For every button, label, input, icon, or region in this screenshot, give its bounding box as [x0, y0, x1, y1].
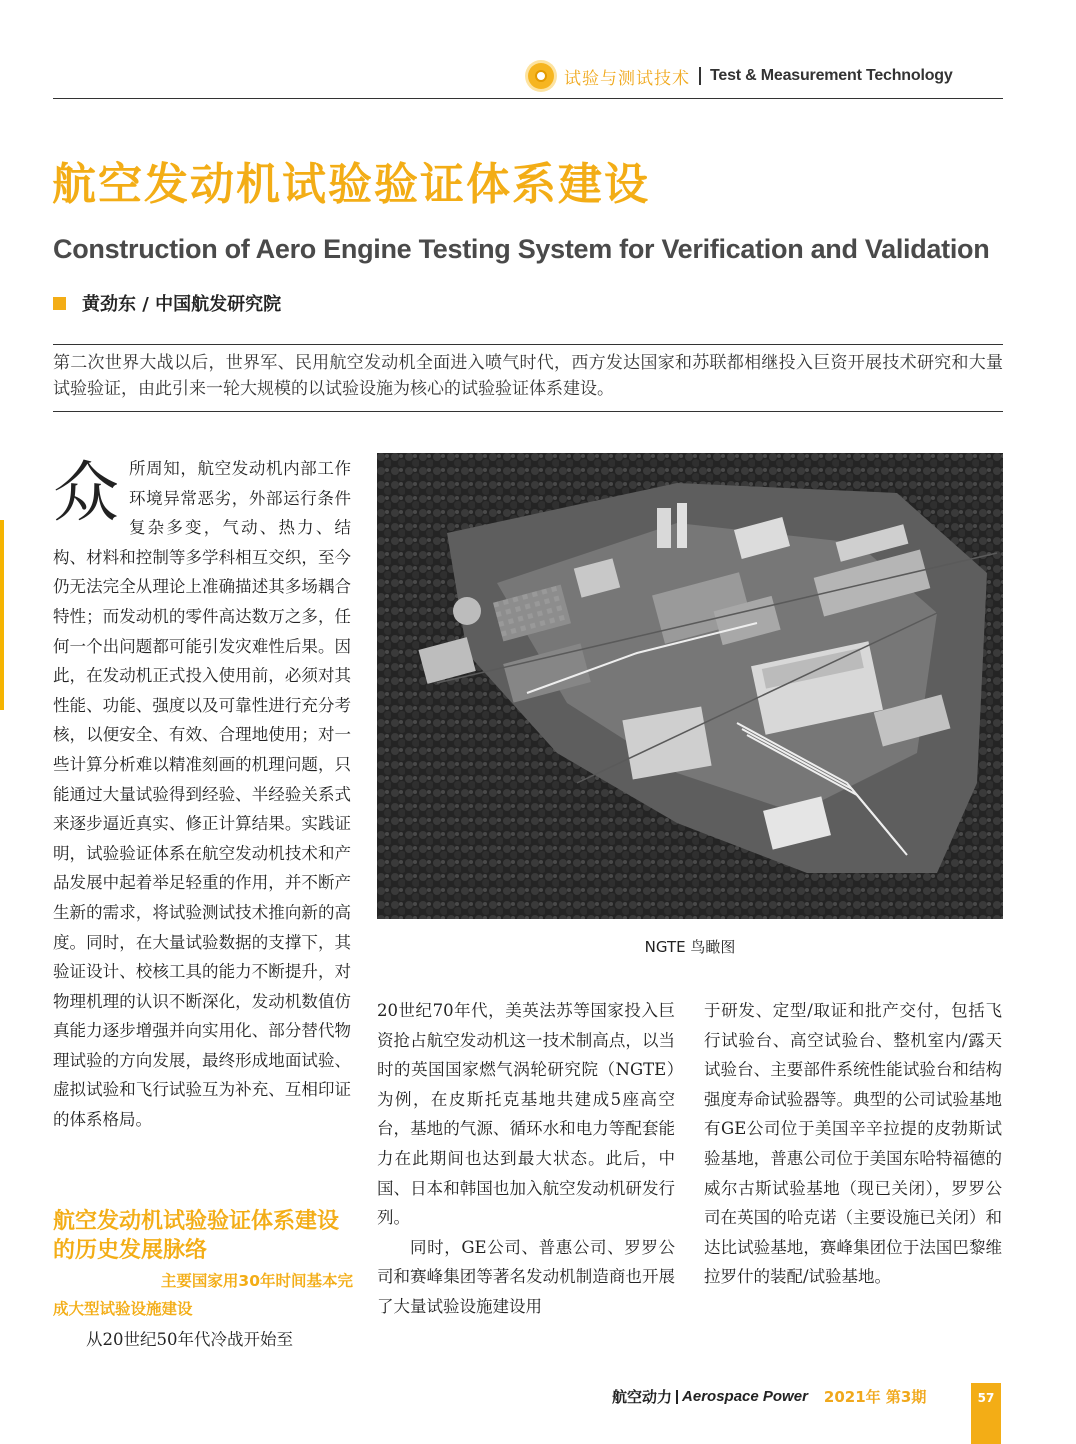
- paragraph-test-bases: 于研发、定型/取证和批产交付，包括飞行试验台、高空试验台、整机室内/露天试验台、主要部件系统性能试验台和结构强度寿命试验器等。典型的公司试验基地有GE公司位于美国辛辛拉提的皮勃斯试验基地，普惠公司位于美国东哈特福德的威尔古斯试验基地（现已关闭），罗罗公司在英国的哈克诺（主要设施已关闭）和达比试验基地，赛峰集团位于法国巴黎维拉罗什的装配/试验基地。: [704, 1001, 1002, 1287]
- subsection-heading-line-1: 主要国家用30年时间基本完: [160, 1272, 353, 1290]
- section-title-cn: 试验与测试技术: [564, 68, 690, 89]
- article-title-cn: 航空发动机试验验证体系建设: [52, 159, 650, 210]
- paragraph-intro: 所周知，航空发动机内部工作环境异常恶劣，外部运行条件复杂多变，气动、热力、结构、材料和控制等多学科相互交织，至今仍无法完全从理论上准确描述其多场耦合特性；而发动机的零件高达数万之多，任何一个出问题都可能引发灾难性后果。因此，在发动机正式投入使用前，必须对其性能、功能、强度以及可靠性进行充分考核，以便安全、有效、合理地使用；对一些计算分析难以精准刻画的机理问题，只能通过大量试验得到经验、半经验关系式来逐步逼近真实、修正计算结果。实践证明，试验验证体系在航空发动机技术和产品发展中起着举足轻重的作用，并不断产生新的需求，将试验测试技术推向新的高度。同时，在大量试验数据的支撑下，其验证设计、校核工具的能力不断提升，对物理机理的认识不断深化，发动机数值仿真能力逐步增强并向实用化、部分替代物理试验的方向发展，最终形成地面试验、虚拟试验和飞行试验互为补充、互相印证的体系格局。: [53, 459, 351, 1130]
- column-1: [53, 454, 351, 1135]
- section-header: [528, 62, 953, 90]
- figure-caption: NGTE 鸟瞰图: [644, 938, 736, 956]
- magazine-name-cn: 航空动力: [612, 1388, 673, 1406]
- paragraph-history-start: 从20世纪50年代冷战开始至: [86, 1330, 293, 1349]
- author-line: [53, 290, 281, 316]
- author-square-icon: [53, 297, 66, 310]
- page-footer: [612, 1386, 926, 1407]
- aerial-photo-image: [377, 453, 1003, 919]
- column-2: [377, 996, 675, 1322]
- article-title-en: Construction of Aero Engine Testing System for Verification and Validation: [53, 234, 990, 264]
- page-number: 57: [971, 1383, 1001, 1444]
- paragraph-history-continued: 20世纪70年代，美英法苏等国家投入巨资抢占航空发动机这一技术制高点，以当时的英国国家燃气涡轮研究院（NGTE）为例，在皮斯托克基地共建成5座高空台，基地的气源、循环水和电力等配套能力在此期间也达到最大状态。此后，中国、日本和韩国也加入航空发动机研发行列。: [377, 1001, 675, 1228]
- paragraph-manufacturers: 同时，GE公司、普惠公司、罗罗公司和赛峰集团等著名发动机制造商也开展了大量试验设施建设用: [377, 1237, 675, 1316]
- subsection-heading-line-2: 成大型试验设施建设: [53, 1300, 193, 1318]
- abstract-rule-bottom: [53, 411, 1003, 412]
- subsection-heading: [53, 1267, 353, 1323]
- column-3: [704, 996, 1002, 1292]
- ngte-aerial-photo: [377, 453, 1003, 919]
- section-heading: 航空发动机试验验证体系建设的历史发展脉络: [53, 1209, 340, 1263]
- abstract-rule-top: [53, 344, 1003, 345]
- magazine-name-en: Aerospace Power: [682, 1388, 808, 1405]
- drop-cap: 众: [53, 454, 119, 531]
- column-1-continued: [53, 1325, 351, 1355]
- edge-accent-bar: [0, 520, 4, 710]
- section-title-en: Test & Measurement Technology: [710, 67, 953, 84]
- section-emblem-icon: [528, 63, 554, 89]
- footer-divider: [676, 1390, 678, 1404]
- issue-label: 2021年 第3期: [823, 1388, 927, 1406]
- abstract: 第二次世界大战以后，世界军、民用航空发动机全面进入喷气时代，西方发达国家和苏联都相继投入巨资开展技术研究和大量试验验证，由此引来一轮大规模的以试验设施为核心的试验验证体系建设。: [53, 353, 1003, 399]
- author-name: 黄劲东 / 中国航发研究院: [82, 294, 282, 315]
- section-divider: [699, 67, 701, 85]
- header-rule: [53, 98, 1003, 99]
